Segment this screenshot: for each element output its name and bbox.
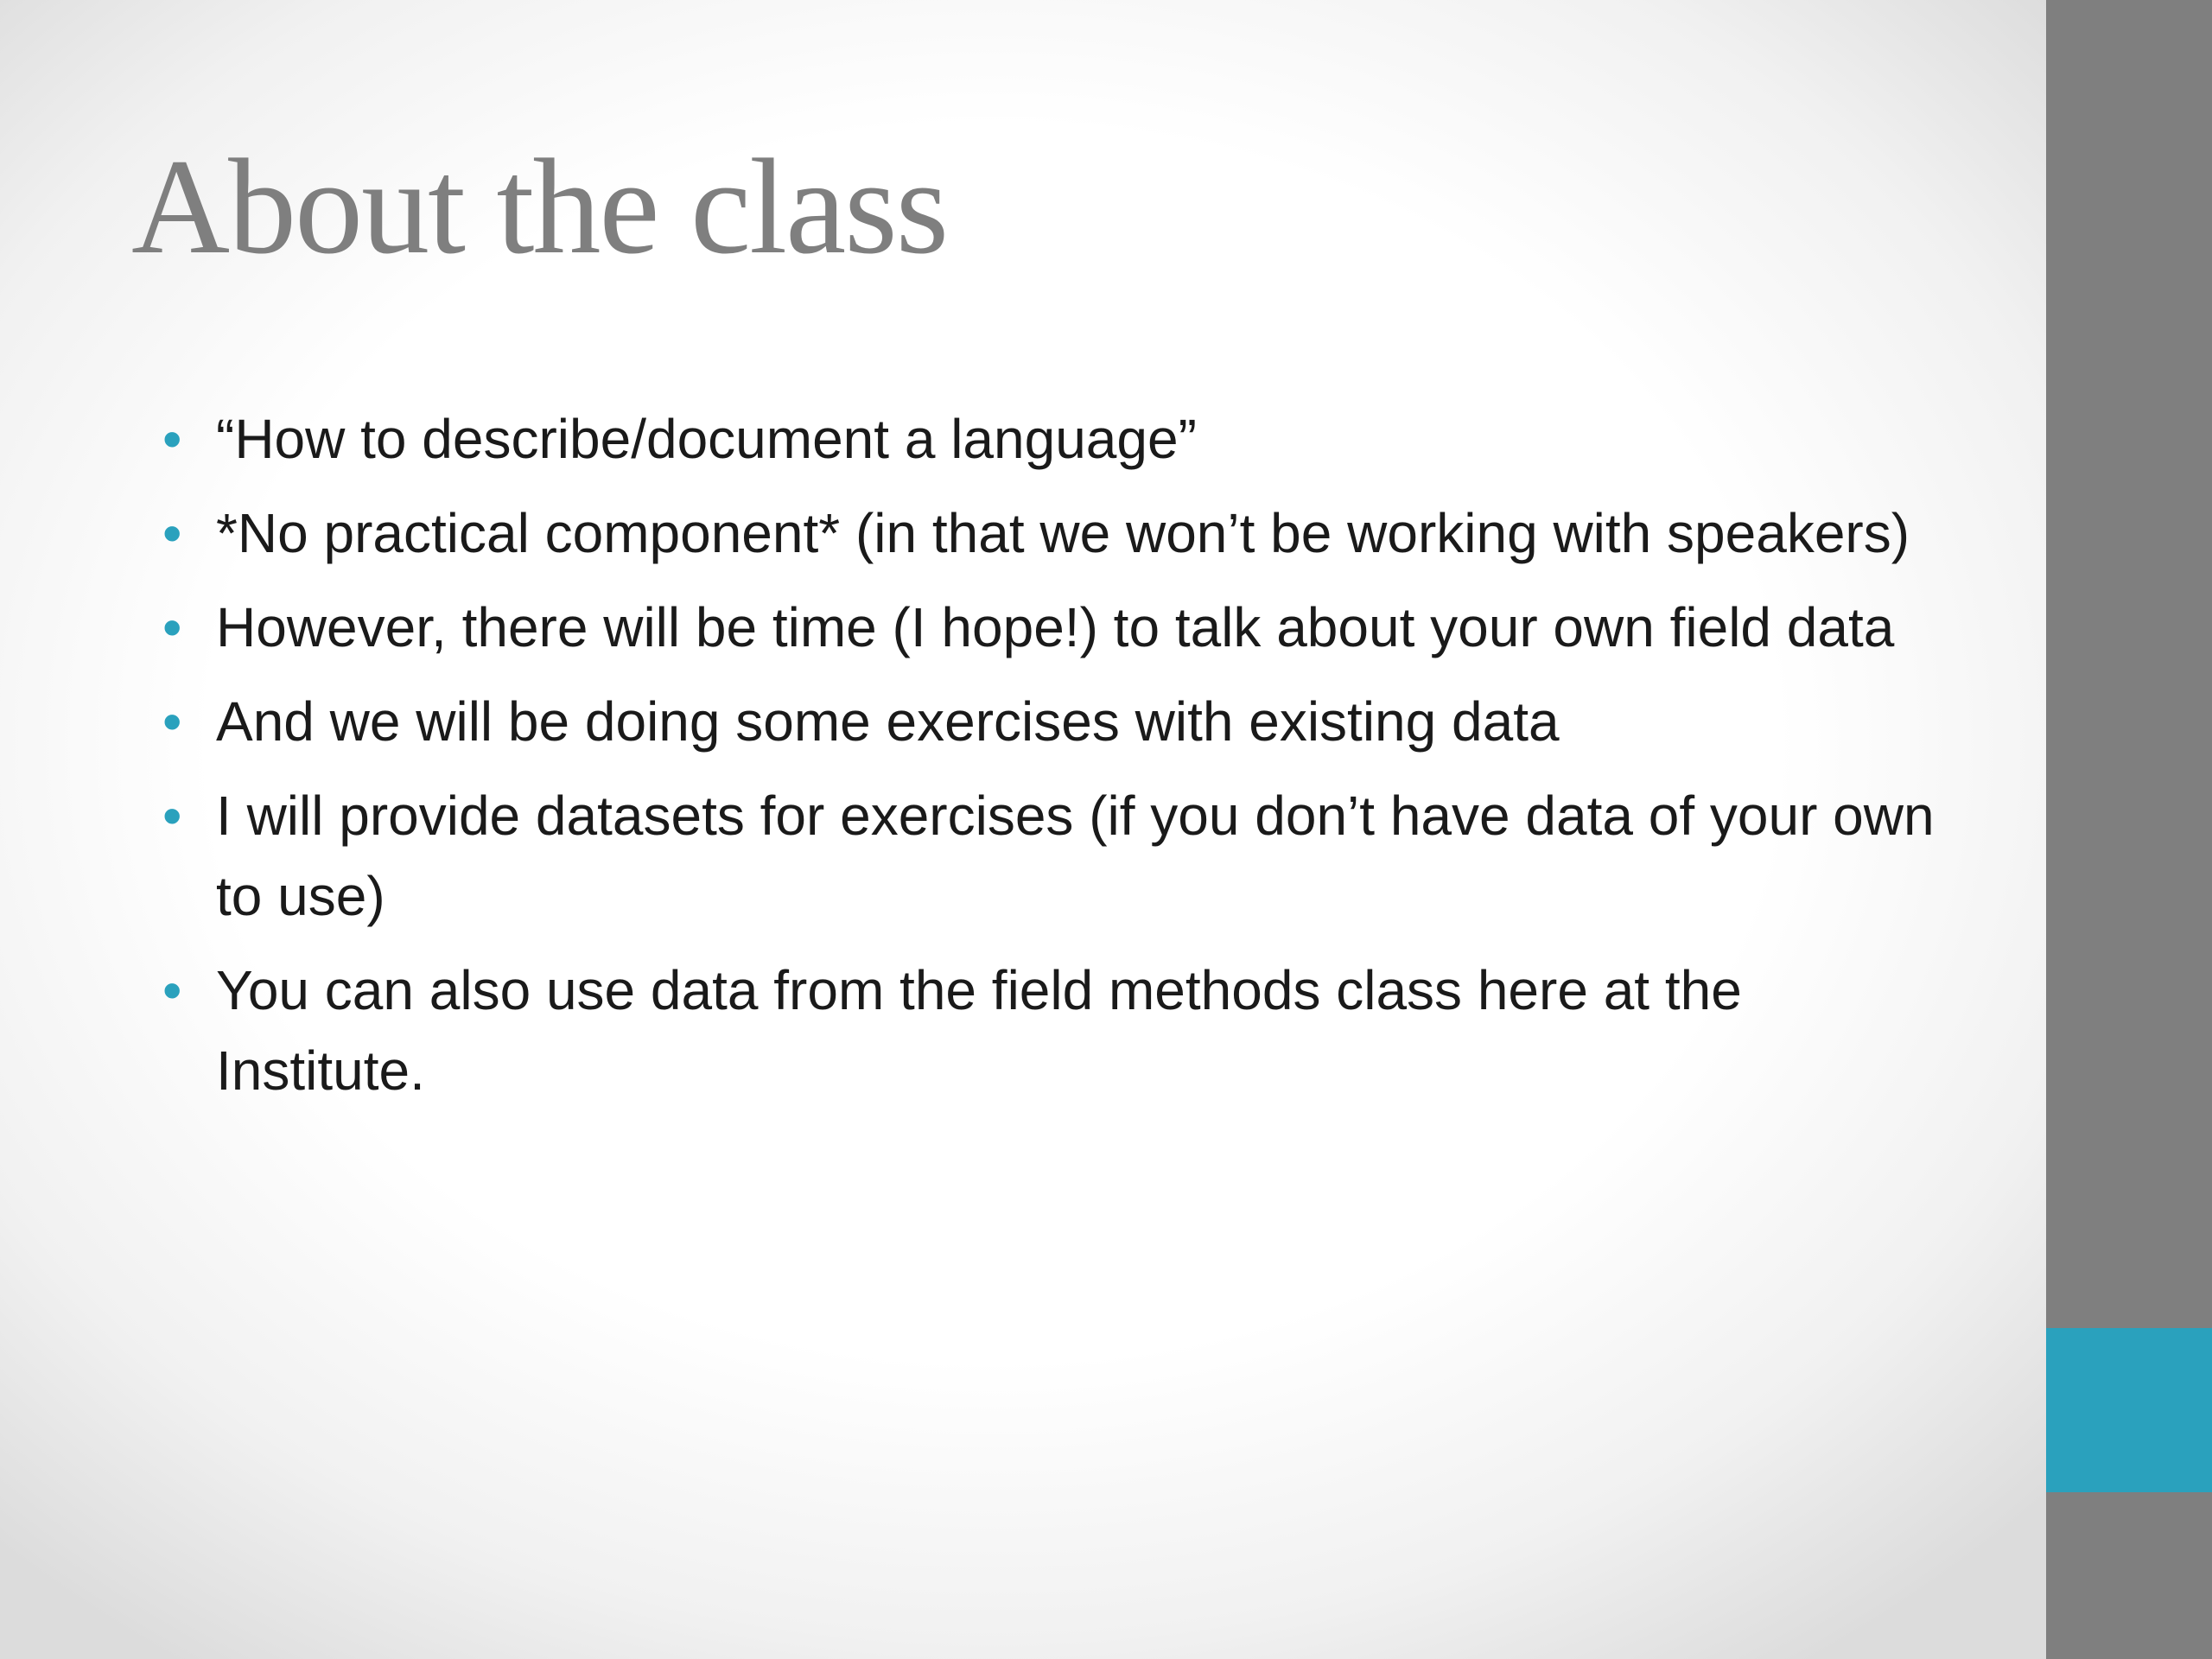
bullet-text: However, there will be time (I hope!) to talk about your own field data: [216, 596, 1895, 658]
bullet-item: [156, 588, 1936, 668]
bullet-dot-icon: •: [162, 502, 182, 564]
bullet-dot-icon: •: [162, 959, 182, 1021]
bullet-dot-icon: •: [162, 408, 182, 470]
bullet-dot-icon: •: [162, 690, 182, 753]
bullet-list: [156, 399, 1936, 1125]
bullet-text: *No practical component* (in that we won’t be working with speakers): [216, 502, 1910, 564]
bullet-item: [156, 682, 1936, 762]
bullet-text: “How to describe/document a language”: [216, 408, 1197, 470]
bullet-dot-icon: •: [162, 785, 182, 847]
bullet-text: You can also use data from the field methods class here at the Institute.: [216, 959, 1742, 1102]
bullet-item: [156, 776, 1936, 937]
bullet-item: [156, 493, 1936, 574]
slide-title: About the class: [131, 131, 948, 283]
bullet-dot-icon: •: [162, 596, 182, 658]
bullet-item: [156, 399, 1936, 480]
bullet-item: [156, 950, 1936, 1111]
sidebar-accent-block: [2046, 1328, 2212, 1492]
bullet-text: I will provide datasets for exercises (if you don’t have data of your own to use): [216, 785, 1935, 927]
bullet-text: And we will be doing some exercises with existing data: [216, 690, 1560, 753]
